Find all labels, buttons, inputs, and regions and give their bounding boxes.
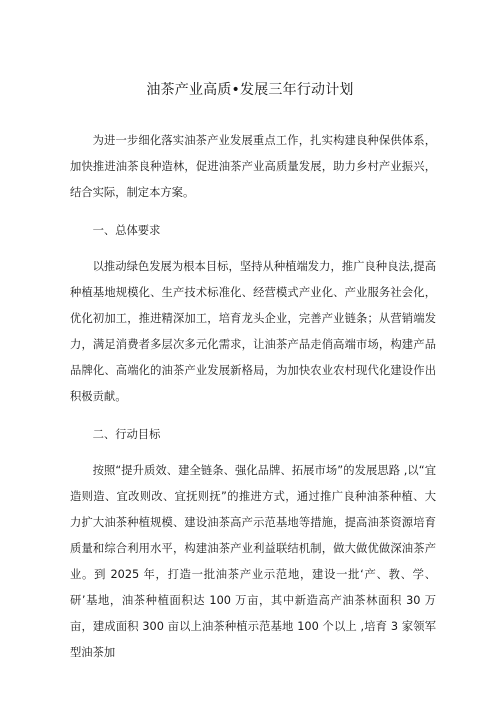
section-heading-general-requirements: 一、总体要求 <box>92 224 161 237</box>
section-heading-action-goals: 二、行动目标 <box>92 428 161 441</box>
intro-paragraph: 为进一步细化落实油茶产业发展重点工作，扎实构建良种保供体系，加快推进油茶良种造林，促进油茶产业高质量发展，助力乡村产业振兴，结合实际，制定本方案。 <box>70 134 436 199</box>
document-body <box>70 128 436 678</box>
general-requirements-paragraph: 以推动绿色发展为根本目标，坚持从种植端发力，推广良种良法,提高种植基地规模化、生产技术标准化、经营模式产业化、产业服务社会化，优化初加工，推进精深加工，培育龙头企业，完善产业链条；从营销端发力，满足消费者多层次多元化需求，让油茶产品走俏高端市场，构建产品品牌化、高端化的油茶产业发展新格局，为加快农业农村现代化建设作出积极贡献。 <box>70 260 436 403</box>
action-goals-paragraph: 按照“提升质效、建全链条、强化品牌、拓展市场”的发展思路 ,以“宜造则造、宜改则改、宜抚则抚”的推进方式，通过推广良种油茶种植、大力扩大油茶种植规模、建设油茶高产示范基地等措施，提高油茶资源培育质量和综合利用水平，构建油茶产业利益联结机制，做大做优做深油茶产业。到 2025 年，打造一批油茶产业示范地，建设一批‘产、教、学、研’基地，油茶种植面积达 100 万亩，其中新造高产油茶林面积 30 万亩，建成面积 300 亩以上油茶种植示范基地 100 个以上 ,培育 3 家领军型油茶加 <box>70 464 436 659</box>
document-title: 油茶产业高质•发展三年行动计划 <box>146 82 354 98</box>
